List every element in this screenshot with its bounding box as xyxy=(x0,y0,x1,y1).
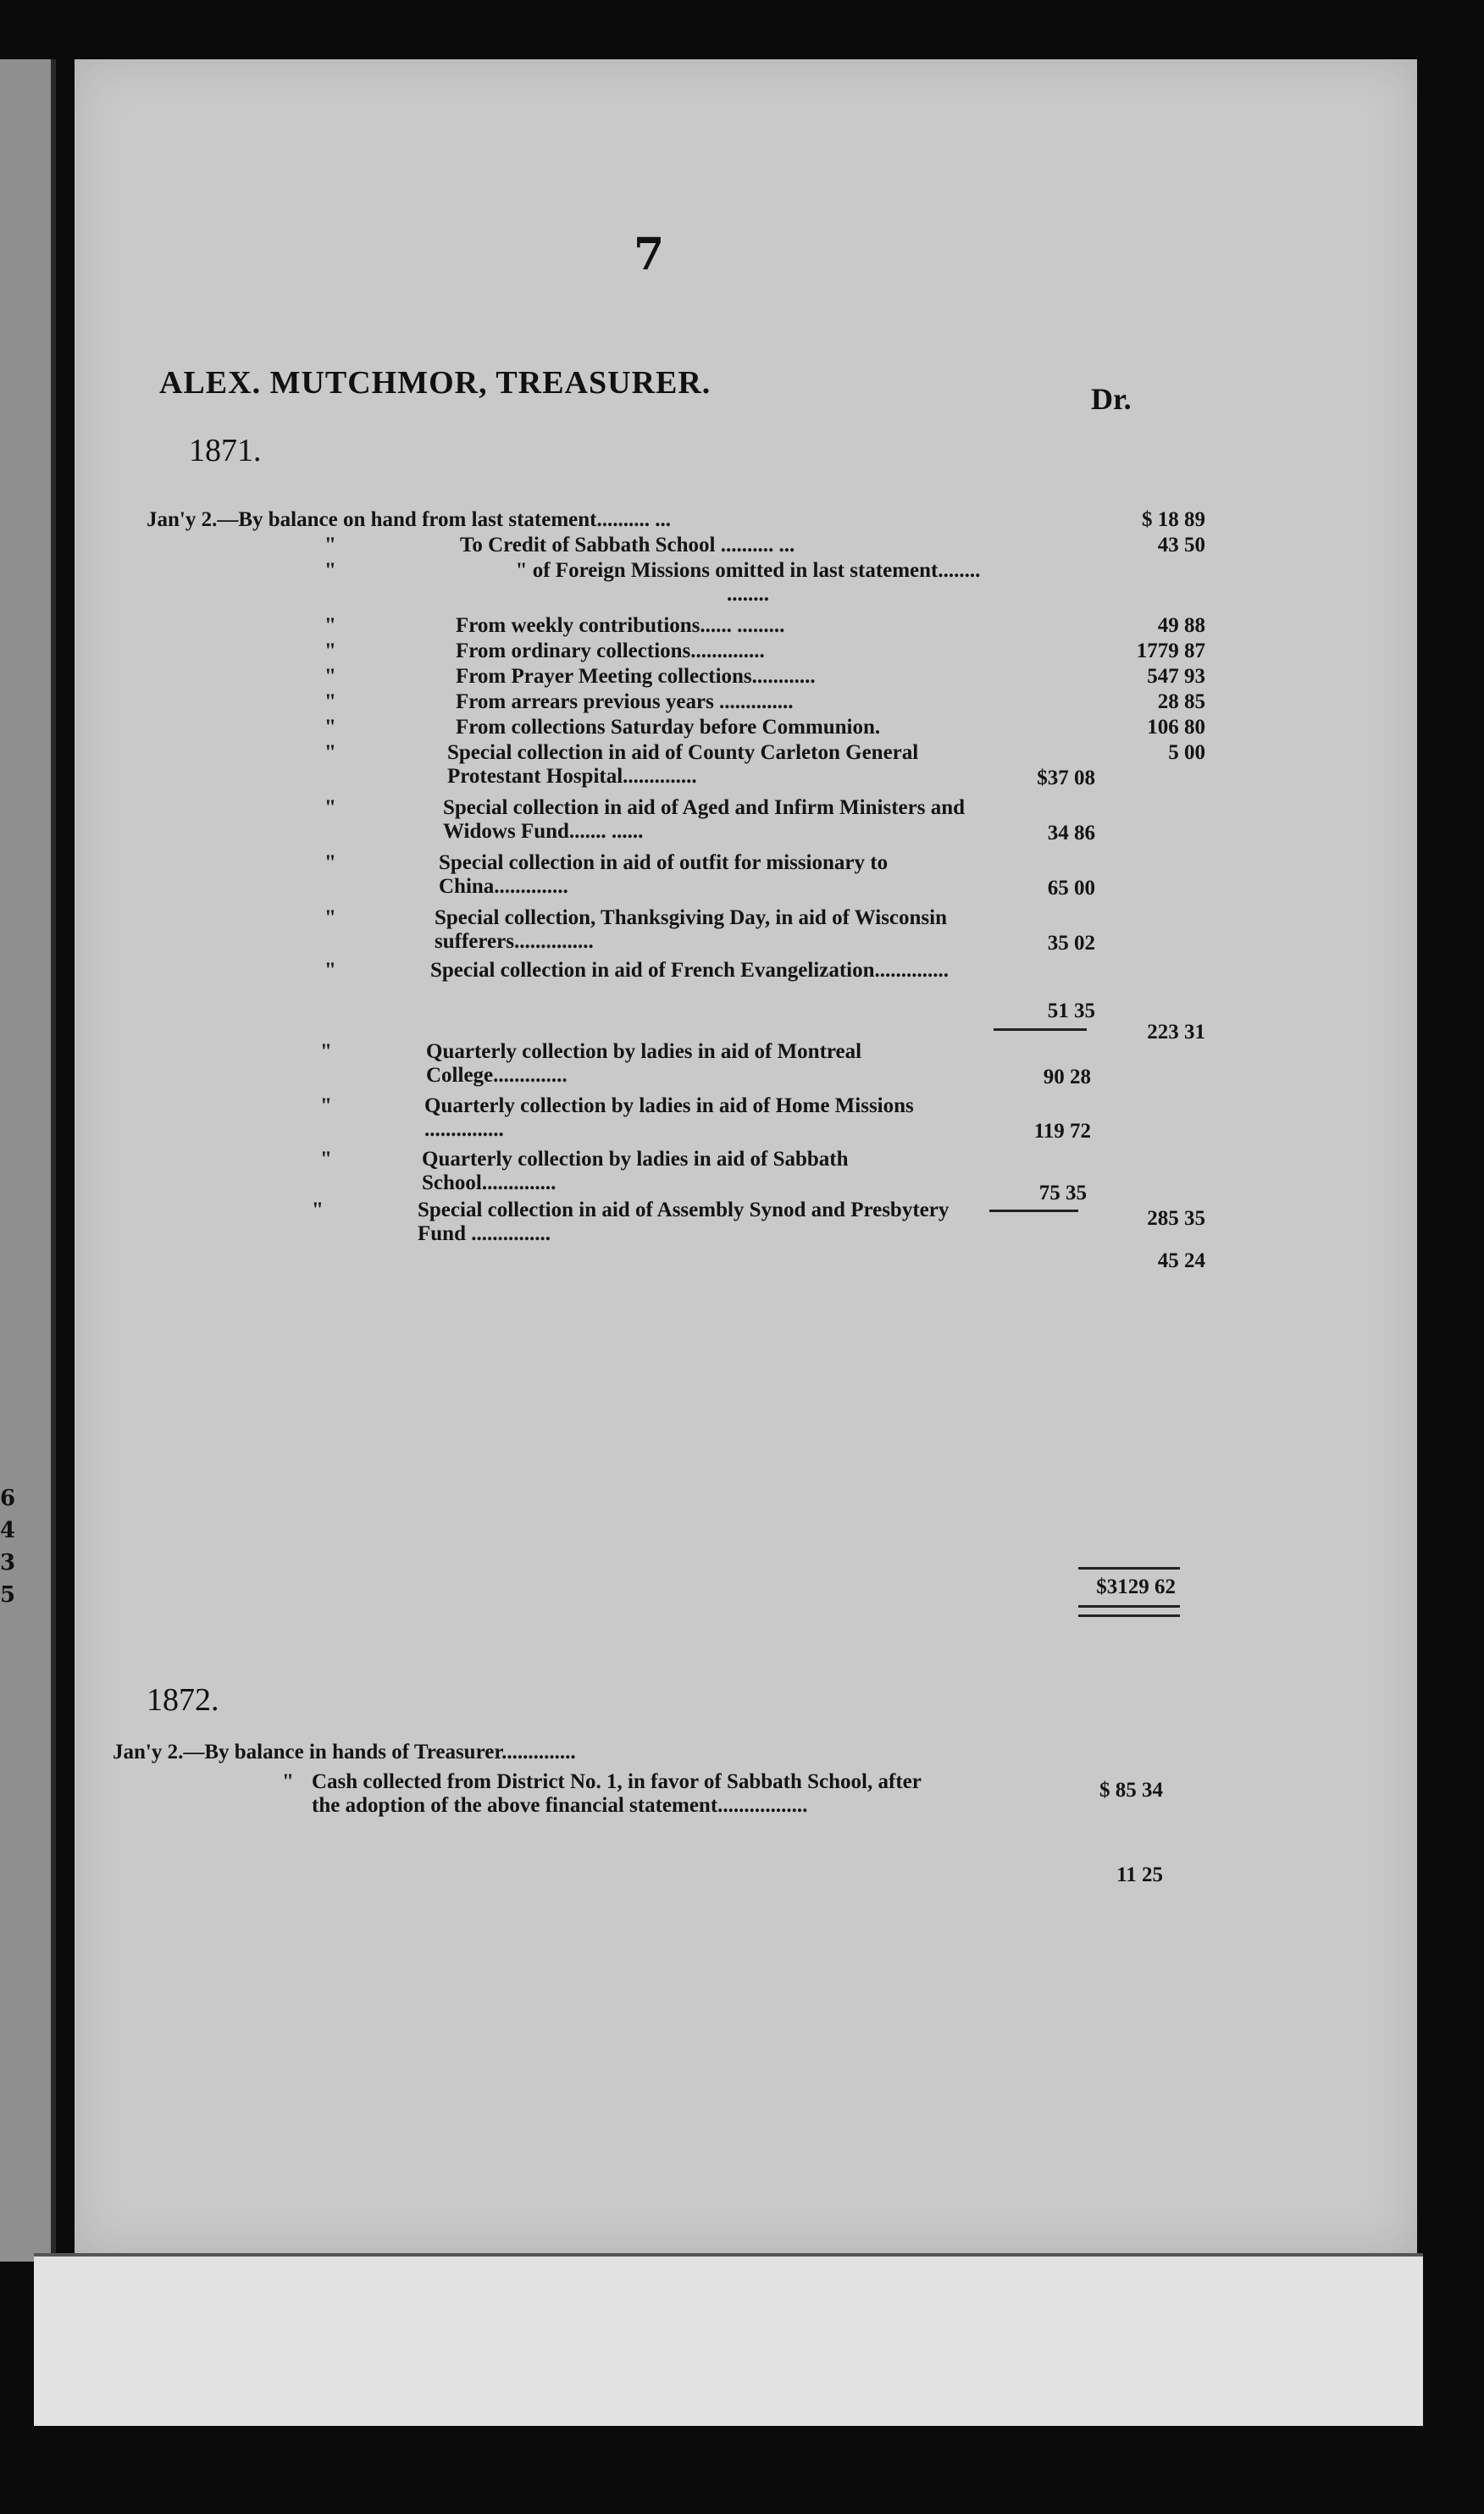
entry-date: Jan'y 2.—By balance on hand from last statement.......... ... xyxy=(147,508,672,531)
ditto-mark: " xyxy=(324,614,336,637)
edge-number: 4 xyxy=(0,1518,16,1543)
ditto-mark: " xyxy=(282,1770,294,1793)
entry-description: Special collection in aid of French Evangelization.............. xyxy=(430,959,950,982)
inner-amount: 35 02 xyxy=(1047,932,1095,955)
outer-amount: 285 35 xyxy=(1147,1207,1205,1230)
entry-description: Quarterly collection by ladies in aid of Sabbath School.............. xyxy=(422,1148,849,1194)
left-page-edge-numbers xyxy=(0,1482,17,1611)
outer-amount: 43 50 xyxy=(1157,534,1205,557)
inner-amount: 51 35 xyxy=(1047,1000,1095,1022)
subtotal-rule xyxy=(994,1028,1087,1031)
edge-number: 3 xyxy=(0,1550,16,1575)
inner-amount: 34 86 xyxy=(1047,822,1095,844)
ditto-mark: " xyxy=(324,851,336,874)
ledger-row xyxy=(147,741,1205,792)
outer-amount: 11 25 xyxy=(1116,1863,1163,1886)
entry-description: Special collection in aid of Assembly Synod and Presbytery Fund ............... xyxy=(418,1199,950,1245)
entry-description: From Prayer Meeting collections............ xyxy=(456,665,816,688)
entry-description: From arrears previous years .............. xyxy=(456,690,794,713)
ledger-row xyxy=(147,959,1205,1044)
ditto-mark: " xyxy=(324,716,336,739)
ledger-row xyxy=(113,1770,1163,1886)
entry-description: " of Foreign Missions omitted in last statement........ ........ xyxy=(515,559,981,606)
entry-date: Jan'y 2.—By balance in hands of Treasurer.............. xyxy=(113,1741,576,1764)
outer-amount: 106 80 xyxy=(1147,716,1205,739)
page-number: 7 xyxy=(634,229,665,280)
ditto-mark: " xyxy=(324,559,336,582)
entry-description: Special collection in aid of County Carleton General Protestant Hospital.............. xyxy=(447,741,919,788)
ledger-row xyxy=(147,1094,1205,1145)
year-1872: 1872. xyxy=(147,1682,219,1718)
inner-amount: 65 00 xyxy=(1047,877,1095,900)
entry-description: Special collection in aid of Aged and Infirm Ministers and Widows Fund....... ...... xyxy=(443,796,966,843)
debit-label: Dr. xyxy=(1091,382,1132,416)
ledger-row xyxy=(147,508,1205,534)
ditto-mark: " xyxy=(320,1040,332,1063)
treasurer-heading: ALEX. MUTCHMOR, TREASURER. xyxy=(159,365,712,401)
ditto-mark: " xyxy=(324,741,336,764)
inner-amount: 75 35 xyxy=(1038,1182,1087,1204)
outer-amount: 1779 87 xyxy=(1136,640,1205,662)
ditto-mark: " xyxy=(324,534,336,557)
ledger-row xyxy=(147,690,1205,716)
inner-amount: $37 08 xyxy=(1037,767,1095,789)
ditto-mark: " xyxy=(324,796,336,819)
ledger-row xyxy=(147,614,1205,640)
entry-description: From collections Saturday before Communion. xyxy=(456,716,881,739)
ledger-row xyxy=(147,559,1205,610)
ledger-row xyxy=(147,796,1205,847)
inner-amount: 119 72 xyxy=(1033,1120,1091,1143)
ditto-mark: " xyxy=(324,640,336,662)
ledger-row xyxy=(147,851,1205,902)
ditto-mark: " xyxy=(324,690,336,713)
ditto-mark: " xyxy=(324,959,336,982)
entry-description: Special collection, Thanksgiving Day, in aid of Wisconsin sufferers............... xyxy=(435,906,948,953)
entry-description: Cash collected from District No. 1, in favor of Sabbath School, after the adoption of the above financial statement................. xyxy=(312,1770,922,1817)
grand-total: $3129 62 xyxy=(1096,1575,1176,1598)
year-1871: 1871. xyxy=(189,433,262,468)
ditto-mark: " xyxy=(312,1199,324,1221)
entry-description: Quarterly collection by ladies in aid of Home Missions ............... xyxy=(424,1094,914,1141)
entry-description: From weekly contributions...... ......... xyxy=(456,614,785,637)
outer-amount: $ 85 34 xyxy=(1099,1779,1163,1802)
ledger-row xyxy=(147,716,1205,741)
total-rule xyxy=(1078,1567,1180,1570)
ledger-row xyxy=(147,1199,1205,1275)
ditto-mark: " xyxy=(320,1094,332,1117)
ditto-mark: " xyxy=(324,906,336,929)
outer-amount: 28 85 xyxy=(1157,690,1205,713)
ledger-row xyxy=(147,534,1205,559)
outer-amount: 5 00 xyxy=(1168,741,1205,764)
entry-description: From ordinary collections.............. xyxy=(456,640,765,662)
entry-description: To Credit of Sabbath School .......... ... xyxy=(460,534,795,557)
left-page-edge xyxy=(0,59,56,2262)
edge-number: 5 xyxy=(0,1582,16,1608)
ledger-row xyxy=(147,1040,1205,1091)
ledger-row xyxy=(147,665,1205,690)
outer-amount: 547 93 xyxy=(1147,665,1205,688)
edge-number: 6 xyxy=(0,1486,16,1511)
ledger-row xyxy=(147,906,1205,957)
total-double-rule xyxy=(1078,1605,1180,1617)
page-bottom-edge xyxy=(34,2253,1423,2426)
ledger-page xyxy=(75,59,1417,2253)
inner-amount: 90 28 xyxy=(1043,1066,1091,1088)
outer-amount: 49 88 xyxy=(1157,614,1205,637)
ledger-row xyxy=(147,640,1205,665)
ditto-mark: " xyxy=(324,665,336,688)
outer-amount: $ 18 89 xyxy=(1142,508,1205,531)
ditto-mark: " xyxy=(320,1148,332,1171)
entry-description: Special collection in aid of outfit for missionary to China.............. xyxy=(439,851,889,898)
entry-description: Quarterly collection by ladies in aid of Montreal College.............. xyxy=(426,1040,862,1087)
outer-amount: 45 24 xyxy=(1157,1249,1205,1272)
outer-amount: 223 31 xyxy=(1147,1021,1205,1044)
